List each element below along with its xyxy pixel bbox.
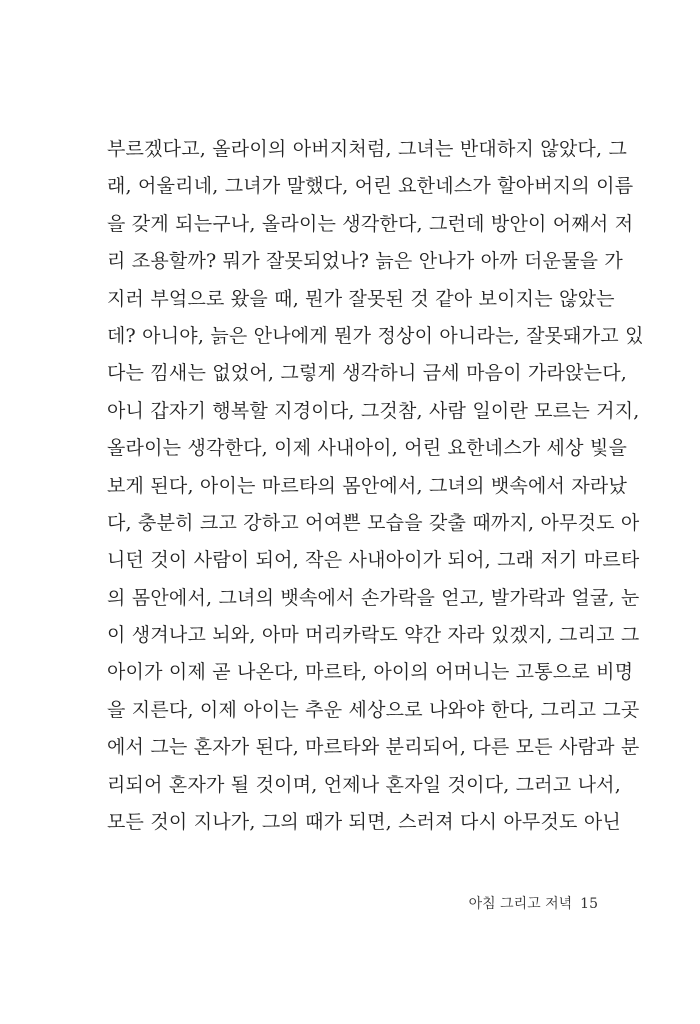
text-line: 데? 아니야, 늙은 안나에게 뭔가 정상이 아니라는, 잘못돼가고 있 [107, 324, 644, 347]
text-line: 부르겠다고, 올라이의 아버지처럼, 그녀는 반대하지 않았다, 그 [107, 138, 628, 160]
running-title: 아침 그리고 저녁 [468, 896, 573, 912]
text-line: 래, 어울리네, 그녀가 말했다, 어린 요한네스가 할아버지의 이름 [107, 175, 634, 198]
text-line: 다, 충분히 크고 강하고 어여쁜 모습을 갖출 때까지, 아무것도 아 [107, 511, 640, 534]
text-line: 리되어 혼자가 될 것이며, 언제나 혼자일 것이다, 그러고 나서, [107, 773, 621, 796]
body-text [107, 131, 644, 841]
text-line: 아이가 이제 곧 나온다, 마르타, 아이의 어머니는 고통으로 비명 [107, 661, 634, 684]
text-line: 아니 갑자기 행복할 지경이다, 그것참, 사람 일이란 모르는 거지, [107, 399, 640, 422]
text-line: 올라이는 생각한다, 이제 사내아이, 어린 요한네스가 세상 빛을 [107, 437, 628, 460]
page-footer [461, 893, 598, 913]
text-line: 니던 것이 사람이 되어, 작은 사내아이가 되어, 그래 저기 마르타 [107, 549, 640, 572]
text-line: 보게 된다, 아이는 마르타의 몸안에서, 그녀의 뱃속에서 자라났 [107, 474, 628, 497]
text-line: 지러 부엌으로 왔을 때, 뭔가 잘못된 것 같아 보이지는 않았는 [107, 287, 615, 310]
page-number: 15 [580, 896, 598, 912]
text-line: 모든 것이 지나가, 그의 때가 되면, 스러져 다시 아무것도 아닌 [107, 811, 621, 834]
text-line: 리 조용할까? 뭐가 잘못되었나? 늙은 안나가 아까 더운물을 가 [107, 250, 623, 273]
text-line: 을 갖게 되는구나, 올라이는 생각한다, 그런데 방안이 어째서 저 [107, 212, 634, 235]
text-line: 을 지른다, 이제 아이는 추운 세상으로 나와야 한다, 그리고 그곳 [107, 698, 640, 721]
text-line: 이 생겨나고 뇌와, 아마 머리카락도 약간 자라 있겠지, 그리고 그 [107, 624, 640, 647]
text-line: 의 몸안에서, 그녀의 뱃속에서 손가락을 얻고, 발가락과 얼굴, 눈 [107, 586, 640, 609]
text-line: 다는 낌새는 없었어, 그렇게 생각하니 금세 마음이 가라앉는다, [107, 362, 628, 385]
text-line: 에서 그는 혼자가 된다, 마르타와 분리되어, 다른 모든 사람과 분 [107, 736, 640, 759]
